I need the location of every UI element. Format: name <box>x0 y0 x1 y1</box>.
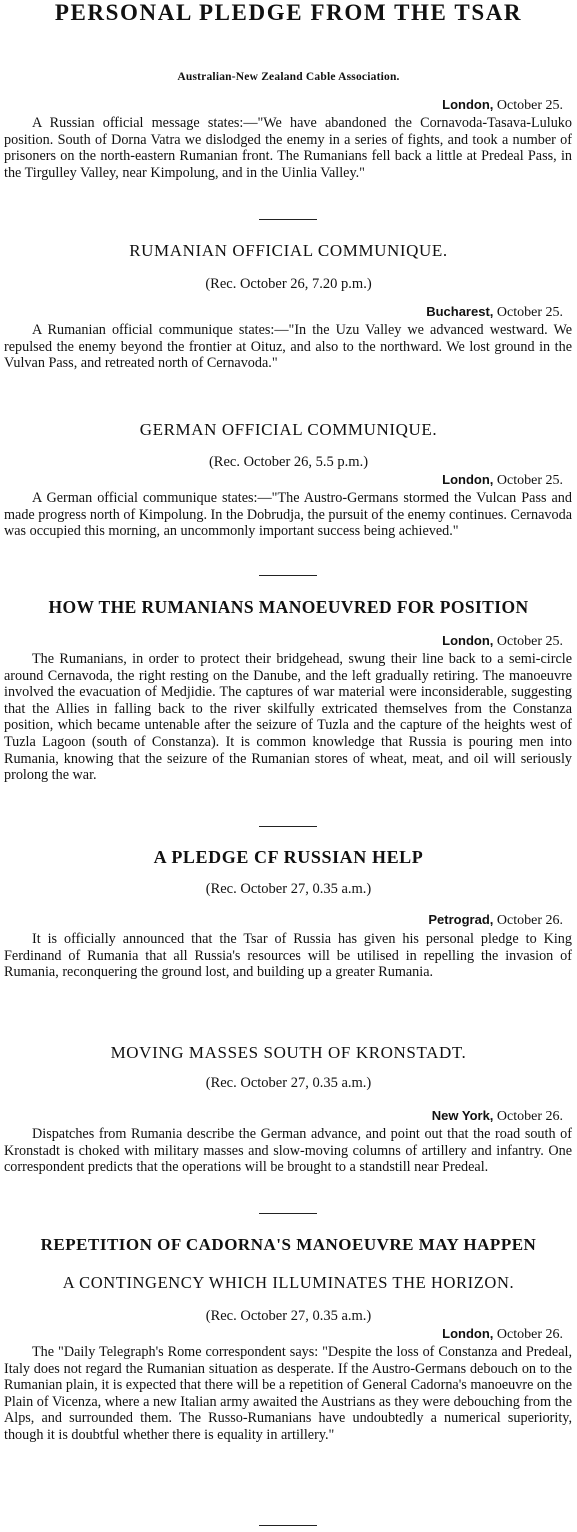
dateline-city: New York, <box>431 1108 494 1123</box>
article-heading: MOVING MASSES SOUTH OF KRONSTADT. <box>110 1043 467 1062</box>
dateline-city: Petrograd, <box>428 912 494 927</box>
dateline-city: London, <box>442 97 494 112</box>
divider-rule <box>259 575 317 576</box>
dateline <box>426 304 563 321</box>
dateline-date: October 25. <box>496 634 563 649</box>
dateline-date: October 25. <box>496 473 563 488</box>
article-body: It is officially announced that the Tsar of Russia has given his personal pledge to King Ferdinand of Rumania that all Russia's resources will be utilised in repelling the invasion of Rumania, reconquering the ground lost, and building up a greater Rumania. <box>4 931 572 981</box>
page-headline: PERSONAL PLEDGE FROM THE TSAR <box>54 0 523 25</box>
dateline-city: Bucharest, <box>426 304 494 319</box>
dateline <box>442 633 563 650</box>
dateline-date: October 25. <box>496 305 563 320</box>
dateline-city: London, <box>442 472 494 487</box>
article-body: A Russian official message states:—"We have abandoned the Cornavoda-Tasava-Luluko position. South of Dorna Vatra we dislodged the enemy in a series of fights, and took a number of prisoners on the north-eastern Rumanian front. The Rumanians fell back a little at Predeal Pass, in the Tirgulley Valley, near Kimpolung, and in the Uinlia Valley." <box>4 115 572 181</box>
dateline-date: October 26. <box>496 1327 563 1342</box>
agency-credit: Australian-New Zealand Cable Association. <box>177 71 400 83</box>
dateline-date: October 26. <box>496 913 563 928</box>
article-heading: GERMAN OFFICIAL COMMUNIQUE. <box>139 420 438 439</box>
divider-rule <box>259 826 317 827</box>
article-body: The Rumanians, in order to protect their bridgehead, swung their line back to a semi-circle around Cernavoda, the right resting on the Danube, and the left gradually retiring. The manoeuvre involved the evacuation of Medjidie. The captures of war material were inconsiderable, suggesting that the Allies in falling back to the river skilfully extricated themselves from the Constanza position, which became untenable after the seizure of Tuzla and the capture of the heights west of Tuzla Lagoon (south of Constanza). It is common knowledge that Russia is pouring men into Rumania, knowing that the seizure of the Rumanian stores of wheat, meat, and oil will seriously prolong the war. <box>4 651 572 784</box>
dateline <box>442 1326 563 1343</box>
dateline-city: London, <box>442 1326 494 1341</box>
received-time: (Rec. October 27, 0.35 a.m.) <box>205 1075 372 1091</box>
received-time: (Rec. October 26, 7.20 p.m.) <box>205 276 372 292</box>
article-heading: A PLEDGE CF RUSSIAN HELP <box>153 847 424 867</box>
divider-rule <box>259 219 317 220</box>
dateline-city: London, <box>442 633 494 648</box>
dateline <box>442 472 563 489</box>
divider-rule <box>259 1525 317 1526</box>
received-time: (Rec. October 26, 5.5 p.m.) <box>208 454 369 470</box>
divider-rule <box>259 1213 317 1214</box>
article-heading: HOW THE RUMANIANS MANOEUVRED FOR POSITION <box>48 597 529 617</box>
dateline <box>432 1108 563 1125</box>
article-subheading: A CONTINGENCY WHICH ILLUMINATES THE HORIZON. <box>62 1273 515 1292</box>
article-body: A German official communique states:—"The Austro-Germans stormed the Vulcan Pass and made progress north of Kimpolung. In the Dobrudja, the pursuit of the enemy continues. Cernavoda was occupied this morning, an uncommonly important success being achieved." <box>4 490 572 540</box>
article-body: A Rumanian official communique states:—"In the Uzu Valley we advanced westward. We repulsed the enemy beyond the frontier at Oituz, and also to the northward. We lost ground in the Vulvan Pass, and retreated north of Cernavoda." <box>4 322 572 372</box>
article-heading: REPETITION OF CADORNA'S MANOEUVRE MAY HAPPEN <box>40 1235 537 1254</box>
dateline-date: October 26. <box>496 1109 563 1124</box>
article-heading: RUMANIAN OFFICIAL COMMUNIQUE. <box>129 241 448 260</box>
dateline <box>442 97 563 114</box>
received-time: (Rec. October 27, 0.35 a.m.) <box>205 1308 372 1324</box>
dateline <box>428 912 563 929</box>
article-body: Dispatches from Rumania describe the German advance, and point out that the road south of Kronstadt is choked with military masses and slow-moving columns of artillery and infantry. One correspondent predicts that the operations will be brought to a standstill near Predeal. <box>4 1126 572 1176</box>
received-time: (Rec. October 27, 0.35 a.m.) <box>205 881 372 897</box>
dateline-date: October 25. <box>496 98 563 113</box>
article-body: The "Daily Telegraph's Rome correspondent says: "Despite the loss of Constanza and Predeal, Italy does not regard the Rumanian situation as desperate. If the Austro-Germans debouch on to the Rumanian plain, it is expected that there will be a repetition of General Cadorna's manoeuvre on the Plain of Vicenza, where a new Italian army awaited the Austrians as they were debouching from the Alps, and surrounded them. The Russo-Rumanians have undoubtedly a numerical superiority, though it is doubtful whether there is equality in artillery." <box>4 1344 572 1443</box>
